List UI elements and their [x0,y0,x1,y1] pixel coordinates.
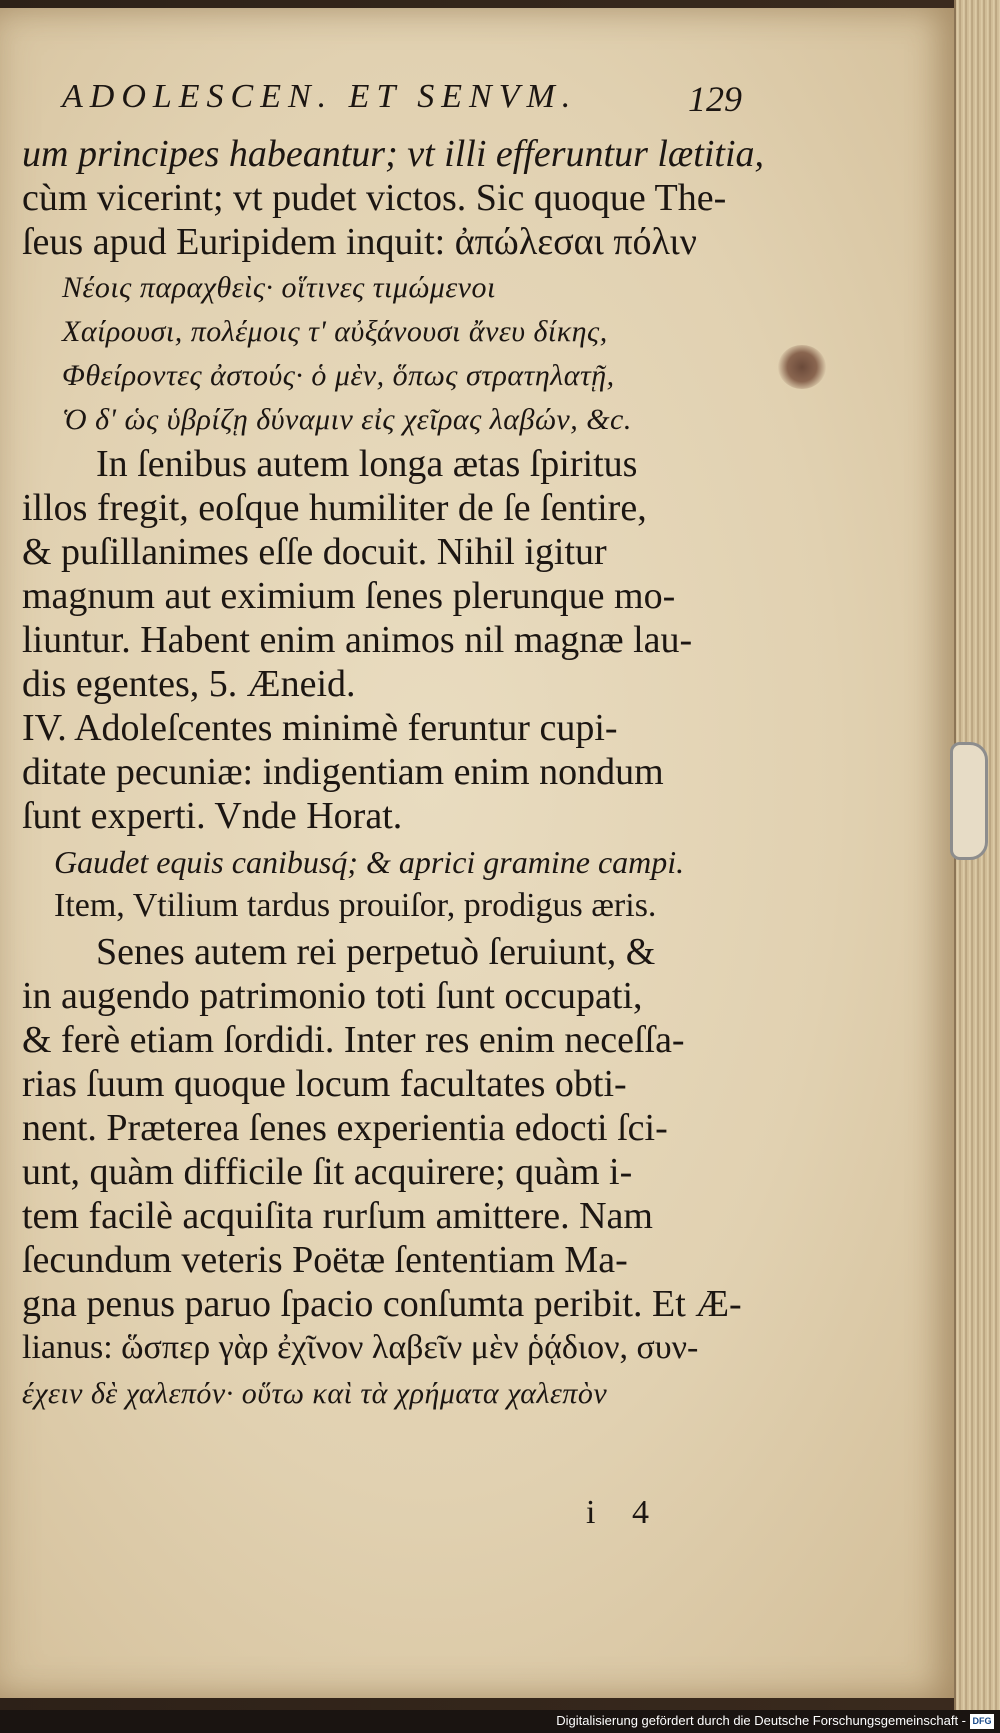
text-line: & ferè etiam ſordidi. Inter res enim neceſſa- [22,1019,685,1061]
text-line: IV. Adoleſcentes minimè feruntur cupi- [22,707,618,749]
text-line: in augendo patrimonio toti ſunt occupati, [22,975,643,1017]
text-line: gna penus paruo ſpacio conſumta peribit. Et Æ- [22,1283,742,1325]
page-number: 129 [688,79,742,119]
page-tab-marker [950,742,988,860]
text-line: cùm vicerint; vt pudet victos. Sic quoque The- [22,177,727,219]
text-line: rias ſuum quoque locum facultates obti- [22,1063,627,1105]
greek-line: έχειν δὲ χαλεπόν· οὕτω καὶ τὰ χρήματα χαλεπὸν [22,1377,608,1410]
running-head: ADOLESCEN. ET SENVM. [62,78,578,115]
greek-verse-line: Ὁ δ' ὡς ὑβρίζῃ δύναμιν εἰς χεῖρας λαβών, &c. [62,403,632,436]
text-line: um principes habeantur; vt illi efferuntur lætitia, [22,133,765,175]
footer-bar [0,1710,1000,1733]
text-line: lianus: ὥσπερ γὰρ ἐχῖνον λαβεῖν μὲν ῥᾴδιον, συν- [22,1329,699,1366]
signature-mark: i 4 [586,1494,663,1531]
text-line: ſeus apud Euripidem inquit: ἀπώλεσαι πόλιν [22,221,697,263]
text-line: liuntur. Habent enim animos nil magnæ lau- [22,619,693,661]
quote-line: Item, Vtilium tardus prouiſor, prodigus æris. [54,887,657,924]
text-line: ditate pecuniæ: indigentiam enim nondum [22,751,664,793]
dfg-logo-icon: DFG [970,1714,994,1729]
text-line: unt, quàm difficile ſit acquirere; quàm i- [22,1151,633,1193]
text-line: & puſillanimes eſſe docuit. Nihil igitur [22,531,607,573]
ink-stain [778,345,826,389]
greek-verse-line: Φθείροντες ἀστούς· ὁ μὲν, ὅπως στρατηλατῇ, [62,359,615,392]
page-edges [954,0,1000,1733]
greek-verse-line: Χαίρουσι, πολέμοις τ' αὐξάνουσι ἄνευ δίκης, [62,315,608,348]
text-line: ſunt experti. Vnde Horat. [22,795,403,837]
text-line: ſecundum veteris Poëtæ ſententiam Ma- [22,1239,628,1281]
quote-line: Gaudet equis canibusq́; & aprici gramine campi. [54,844,685,880]
text-line: magnum aut eximium ſenes plerunque mo- [22,575,676,617]
footer-credit: Digitalisierung gefördert durch die Deutsche Forschungsgemeinschaft - [556,1713,966,1728]
text-line: nent. Præterea ſenes experientia edocti ſci- [22,1107,668,1149]
text-line: illos fregit, eoſque humiliter de ſe ſentire, [22,487,647,529]
text-line: tem facilè acquiſita rurſum amittere. Nam [22,1195,653,1237]
text-line: In ſenibus autem longa ætas ſpiritus [96,443,638,485]
text-line: dis egentes, 5. Æneid. [22,663,356,705]
text-line: Senes autem rei perpetuò ſeruiunt, & [96,931,656,973]
greek-verse-line: Νέοις παραχθεὶς· οἵτινες τιμώμενοι [62,271,496,304]
